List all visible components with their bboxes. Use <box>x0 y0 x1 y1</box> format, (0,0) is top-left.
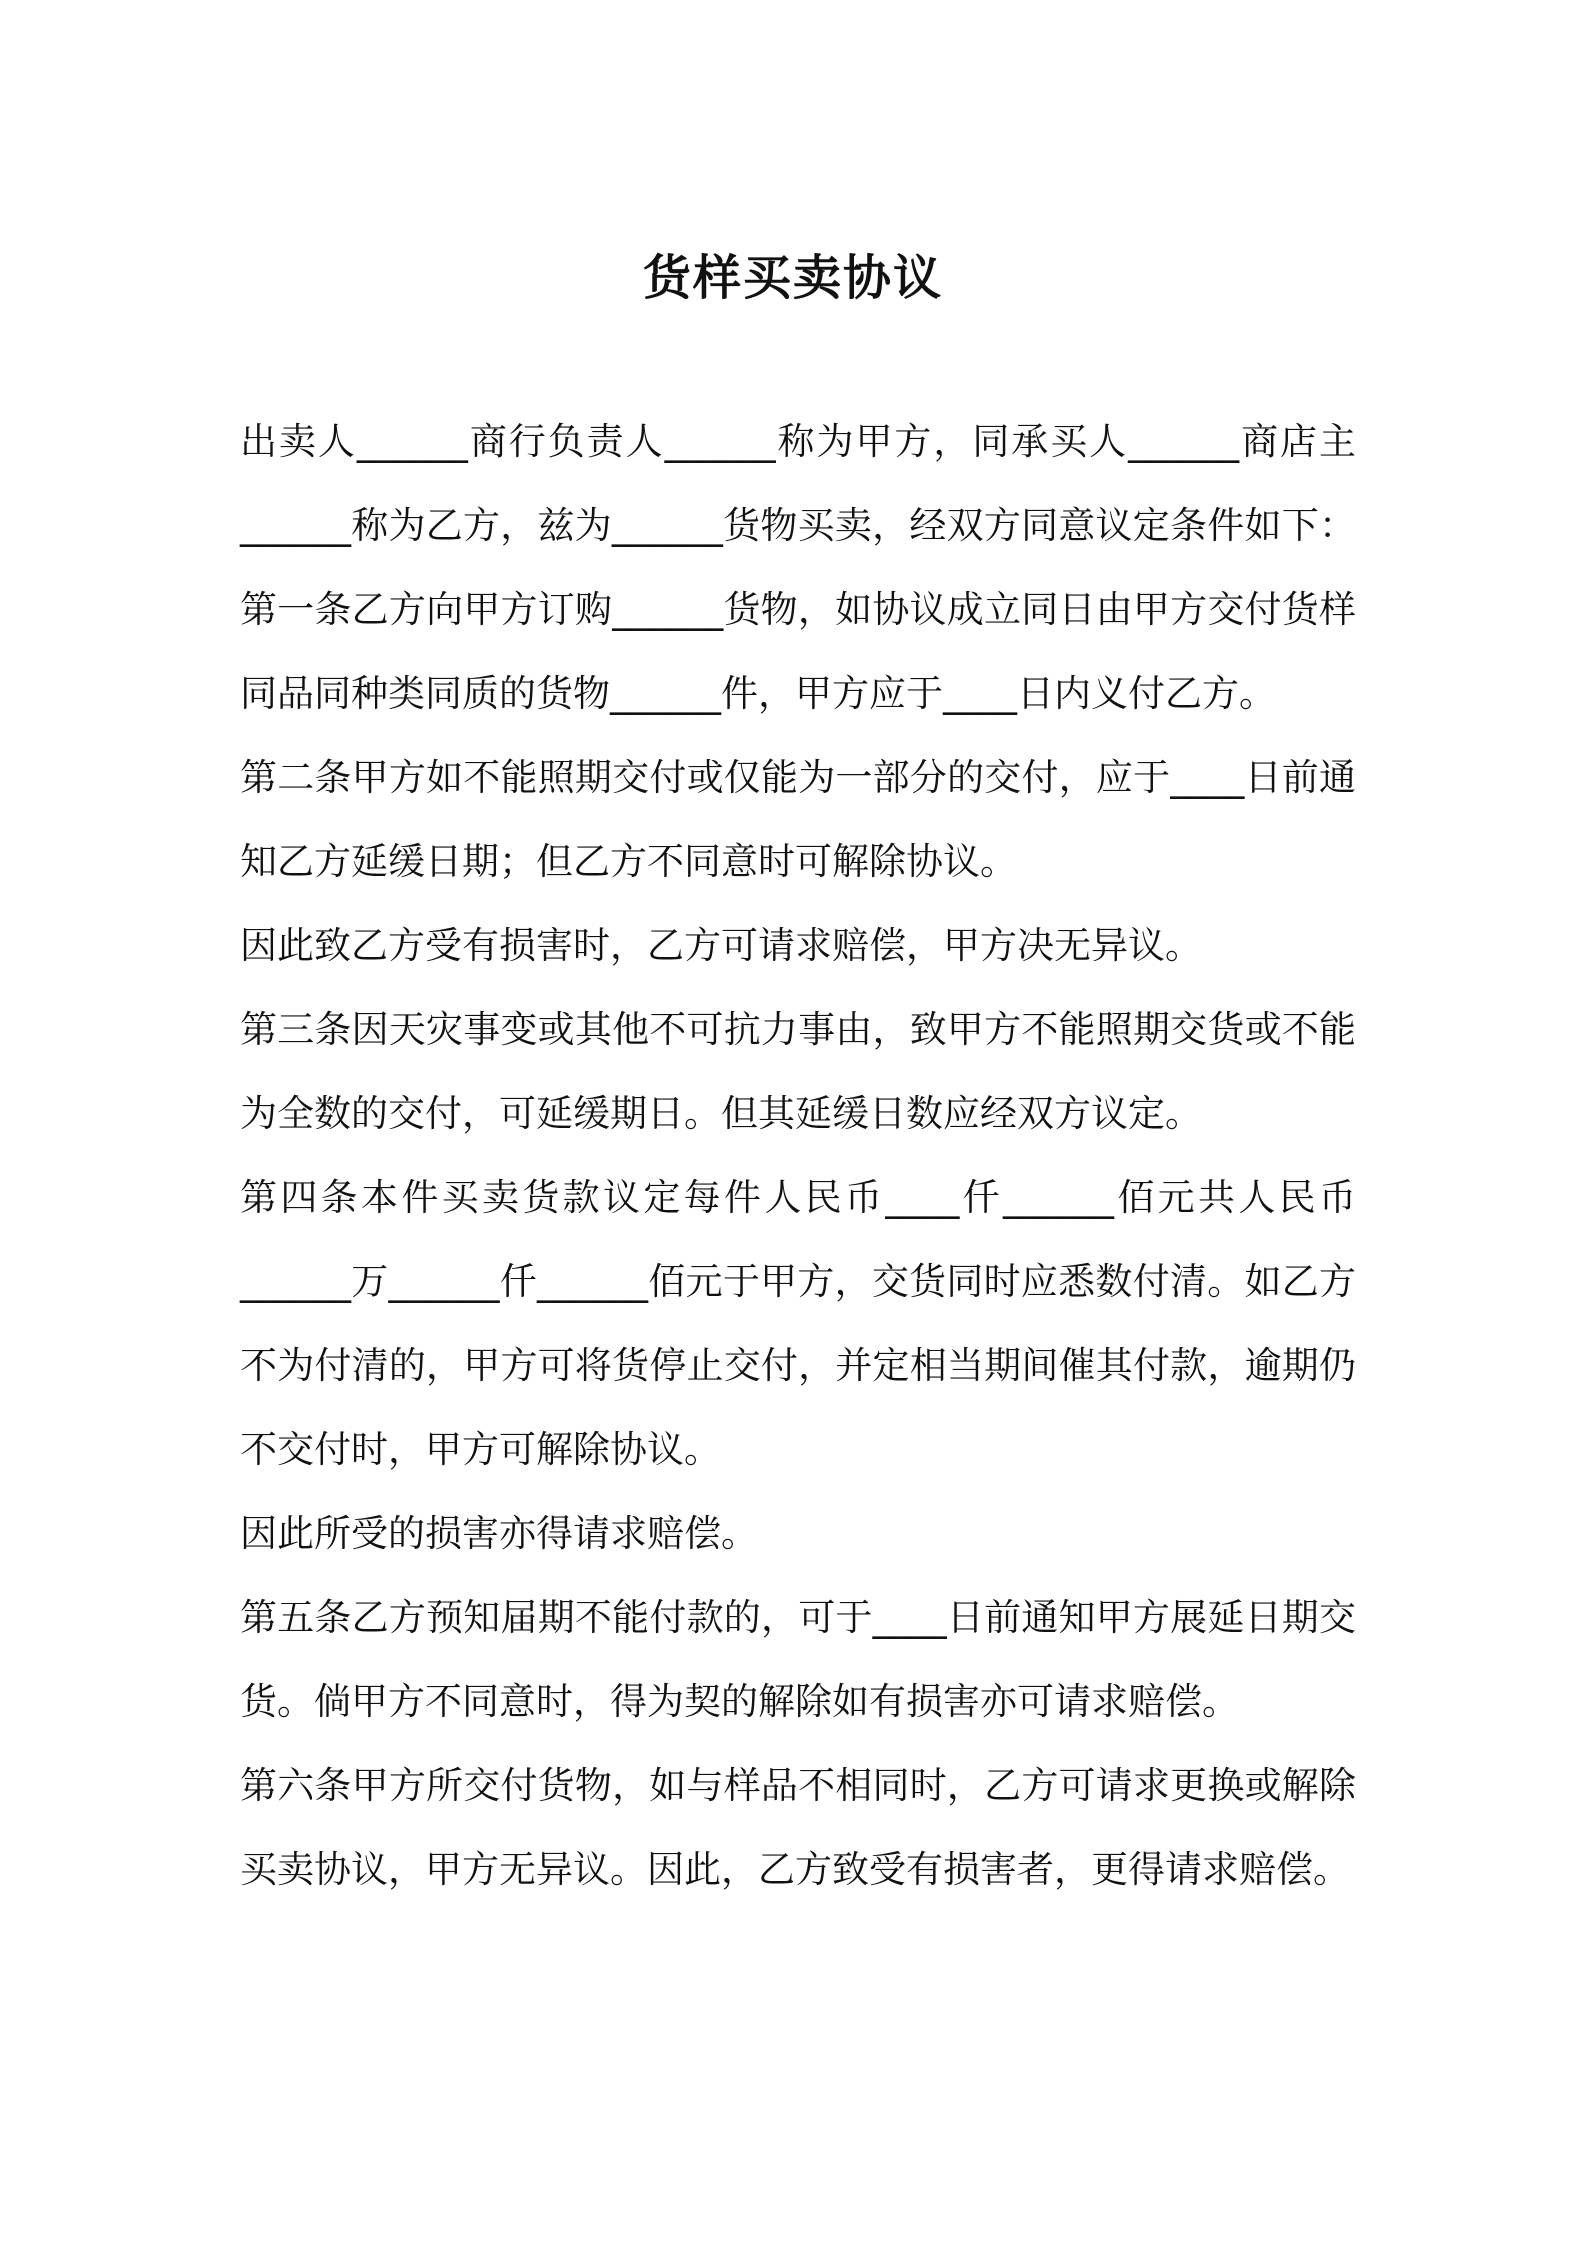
paragraph-article-2: 第二条甲方如不能照期交付或仅能为一部分的交付，应于____日前通知乙方延缓日期；但乙方不同意时可解除协议。 <box>240 756 1356 883</box>
paragraph-article-4-damages: 因此所受的损害亦得请求赔偿。 <box>240 1512 758 1555</box>
paragraph-article-4: 第四条本件买卖货款议定每件人民币____仟______佰元共人民币______万______仟______佰元于甲方，交货同时应悉数付清。如乙方不为付清的，甲方可将货停止交付，并定相当期间催其付款，逾期仍不交付时，甲方可解除协议。 <box>240 1176 1356 1471</box>
paragraph-article-5: 第五条乙方预知届期不能付款的，可于____日前通知甲方展延日期交货。倘甲方不同意时，得为契的解除如有损害亦可请求赔偿。 <box>240 1596 1356 1723</box>
paragraph-intro-article-1: 出卖人______商行负责人______称为甲方，同承买人______商店主______称为乙方，兹为______货物买卖，经双方同意议定条件如下：第一条乙方向甲方订购______货物，如协议成立同日由甲方交付货样同品同种类同质的货物______件，甲方应于____日内义付乙方。 <box>240 420 1356 715</box>
document-body <box>240 400 1356 1912</box>
document-title: 货样买卖协议 <box>642 250 943 307</box>
paragraph-article-2-damages: 因此致乙方受有损害时，乙方可请求赔偿，甲方决无异议。 <box>240 924 1202 967</box>
paragraph-article-3: 第三条因天灾事变或其他不可抗力事由，致甲方不能照期交货或不能为全数的交付，可延缓期日。但其延缓日数应经双方议定。 <box>240 1008 1356 1135</box>
paragraph-article-6: 第六条甲方所交付货物，如与样品不相同时，乙方可请求更换或解除买卖协议，甲方无异议。因此，乙方致受有损害者，更得请求赔偿。 <box>240 1764 1356 1891</box>
